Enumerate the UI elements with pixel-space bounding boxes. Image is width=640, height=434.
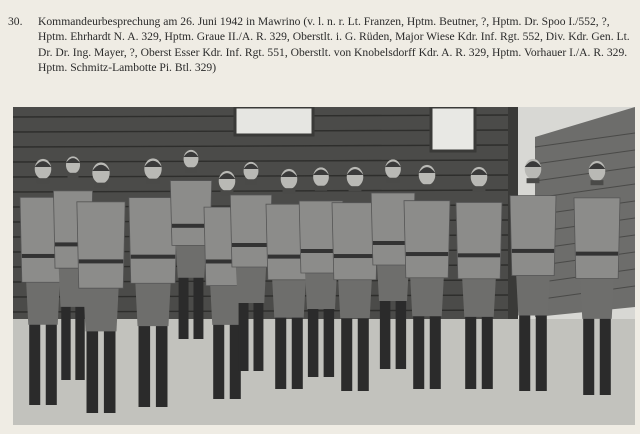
officer-boot bbox=[46, 315, 57, 405]
officer-boot bbox=[29, 315, 40, 405]
officer-collar bbox=[37, 178, 50, 183]
officer-collar bbox=[591, 180, 604, 185]
officer-collar bbox=[283, 188, 296, 193]
officer-boot bbox=[308, 301, 318, 377]
officer-collar bbox=[527, 178, 540, 183]
officer-tunic bbox=[574, 198, 620, 279]
officer-boot bbox=[536, 307, 547, 391]
officer-boot bbox=[380, 293, 390, 369]
officer-collar bbox=[473, 186, 486, 191]
officer-collar bbox=[349, 186, 362, 191]
window-frame bbox=[235, 107, 313, 135]
officer-tunic bbox=[129, 198, 177, 284]
officer-boot bbox=[275, 309, 286, 389]
caption-number: 30. bbox=[8, 15, 23, 28]
officer-tunic bbox=[332, 203, 378, 280]
officer-boot bbox=[139, 317, 151, 407]
officer-belt bbox=[576, 252, 618, 256]
officer-belt bbox=[512, 249, 554, 253]
caption-text: Kommandeurbesprechung am 26. Juni 1942 in Mawrino (v. l. n. r. Lt. Franzen, Hptm. Beutner, ?, Hptm. Dr. Spoo I./552, ?, Hptm. Ehrhardt N. A. 329, Hptm. Graue II./A. R. 329, Oberstlt. i. G. Rüden, Major Wiese Kdr. Inf. Rgt. 552, Div. Kdr. Gen. Lt. Dr. Dr. Ing. Mayer, ?, Oberst Esser Kdr. Inf. Rgt. 551, Oberstlt. von Knobelsdorff Kdr. A. R. 329, Hptm. Vorhauer I./A. R. 329. Hptm. Schmitz-Lambotte Pi. Btl. 329) bbox=[38, 15, 630, 75]
officer-collar bbox=[421, 184, 434, 189]
officer-collar bbox=[146, 179, 160, 184]
officer-boot bbox=[600, 310, 611, 395]
officer-boot bbox=[87, 322, 99, 413]
officer-belt bbox=[232, 243, 270, 247]
officer-collar bbox=[185, 167, 197, 172]
officer-boot bbox=[482, 308, 493, 389]
officer-boot bbox=[396, 293, 406, 369]
officer-tunic bbox=[456, 202, 502, 278]
group-photo bbox=[13, 107, 635, 425]
officer-boot bbox=[253, 295, 263, 371]
officer-collar bbox=[387, 178, 399, 183]
officer-collar bbox=[221, 190, 234, 195]
officer-boot bbox=[75, 298, 84, 380]
officer-boot bbox=[341, 310, 352, 391]
officer-collar bbox=[245, 179, 257, 184]
officer-tunic bbox=[230, 195, 271, 267]
officer-collar bbox=[68, 173, 79, 178]
officer-collar bbox=[315, 186, 327, 191]
officer-belt bbox=[79, 259, 123, 263]
officer-boot bbox=[358, 310, 369, 391]
officer-boot bbox=[413, 308, 424, 389]
officer-boot bbox=[156, 317, 168, 407]
window-frame-right bbox=[431, 107, 475, 151]
officer-belt bbox=[406, 252, 448, 256]
photo-illustration bbox=[13, 107, 635, 425]
officer-boot bbox=[465, 308, 476, 389]
officer-tunic bbox=[404, 201, 450, 278]
officer-boot bbox=[213, 316, 224, 399]
officer-boot bbox=[61, 298, 70, 380]
officer-belt bbox=[131, 255, 175, 259]
officer-belt bbox=[334, 254, 376, 258]
officer-tunic bbox=[77, 202, 125, 288]
officer-boot bbox=[179, 271, 189, 339]
officer-boot bbox=[430, 308, 441, 389]
officer-boot bbox=[193, 271, 203, 339]
officer-boot bbox=[292, 309, 303, 389]
officer-boot bbox=[519, 307, 530, 391]
officer-boot bbox=[104, 322, 116, 413]
officer-boot bbox=[324, 301, 334, 377]
officer-boot bbox=[239, 295, 249, 371]
officer-boot bbox=[583, 310, 594, 395]
officer-belt bbox=[458, 253, 500, 257]
officer-collar bbox=[94, 183, 108, 188]
officer-tunic bbox=[510, 196, 556, 276]
